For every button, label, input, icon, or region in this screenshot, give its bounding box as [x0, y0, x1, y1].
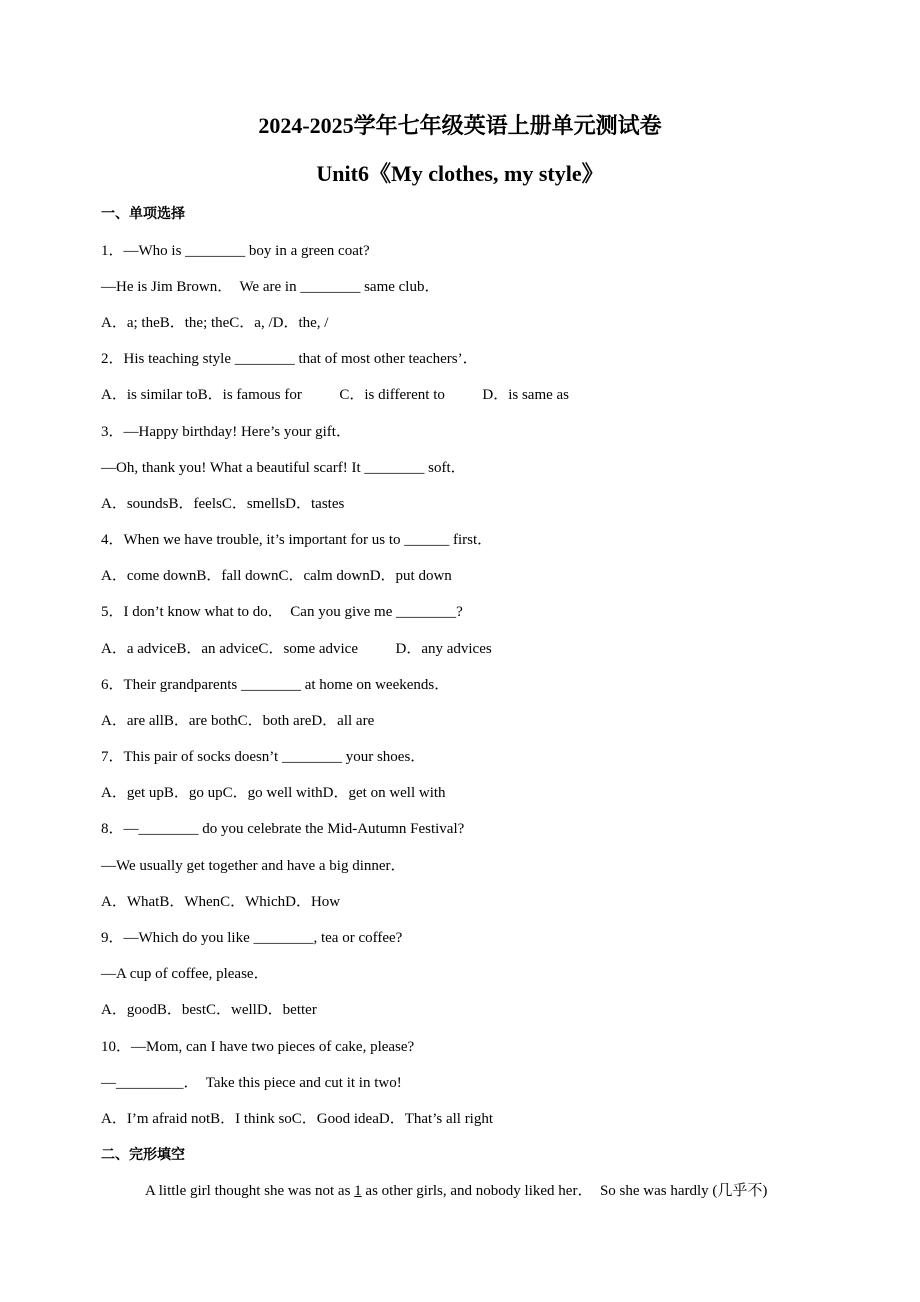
options-line: A．WhatB．WhenC．WhichD．How — [101, 894, 341, 910]
question-line: 4．When we have trouble, it’s important for us to ______ first． — [101, 532, 493, 548]
question-line: —_________． Take this piece and cut it in two! — [101, 1075, 402, 1091]
question-line: —We usually get together and have a big dinner． — [101, 858, 406, 874]
cloze-text-after: as other girls, and nobody liked her． So she was hardly (几乎不) — [361, 1183, 768, 1199]
question-line: 7．This pair of socks doesn’t ________ your shoes． — [101, 749, 426, 765]
options-line: A．I’m afraid notB．I think soC．Good ideaD．That’s all right — [101, 1111, 494, 1127]
question-line: 9．—Which do you like ________, tea or coffee? — [101, 930, 403, 946]
cloze-text-before: A little girl thought she was not as — [145, 1183, 355, 1199]
section-heading-single-choice: 一、单项选择 — [101, 206, 185, 222]
cloze-paragraph — [145, 1181, 767, 1201]
question-line: —A cup of coffee, please． — [101, 966, 269, 982]
options-line: A．is similar toB．is famous for C．is different to D．is same as — [101, 387, 570, 403]
question-line: 8．—________ do you celebrate the Mid-Autumn Festival? — [101, 821, 465, 837]
question-line: —Oh, thank you! What a beautiful scarf! It ________ soft． — [101, 460, 466, 476]
section-heading-cloze: 二、完形填空 — [101, 1147, 185, 1163]
options-line: A．a; theB．the; theC．a, /D．the, / — [101, 315, 329, 331]
question-line: 2．His teaching style ________ that of most other teachers’． — [101, 351, 478, 367]
question-line: —He is Jim Brown． We are in ________ same club． — [101, 279, 440, 295]
options-line: A．come downB．fall downC．calm downD．put down — [101, 568, 452, 584]
cloze-blank-number: 1 — [354, 1183, 362, 1199]
options-line: A．soundsB．feelsC．smellsD．tastes — [101, 496, 345, 512]
options-line: A．get upB．go upC．go well withD．get on well with — [101, 785, 446, 801]
question-line: 1．—Who is ________ boy in a green coat? — [101, 243, 370, 259]
page-title: 2024-2025学年七年级英语上册单元测试卷 — [258, 113, 662, 138]
question-line: 5．I don’t know what to do． Can you give me ________? — [101, 604, 463, 620]
question-line: 3．—Happy birthday! Here’s your gift． — [101, 424, 351, 440]
unit-subtitle: Unit6《My clothes, my style》 — [316, 161, 604, 186]
question-line: 10．—Mom, can I have two pieces of cake, please? — [101, 1039, 415, 1055]
question-line: 6．Their grandparents ________ at home on weekends． — [101, 677, 450, 693]
options-line: A．goodB．bestC．wellD．better — [101, 1002, 317, 1018]
options-line: A．are allB．are bothC．both areD．all are — [101, 713, 375, 729]
options-line: A．a adviceB．an adviceC．some advice D．any advices — [101, 641, 492, 657]
